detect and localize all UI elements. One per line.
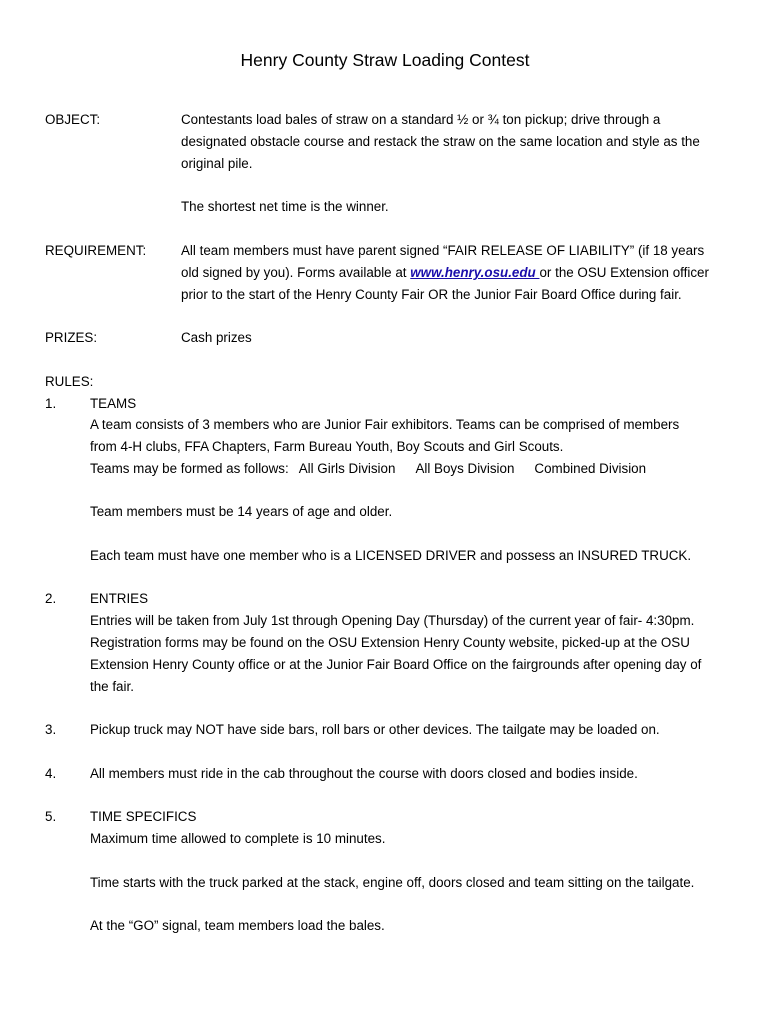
rule-number: 2.: [45, 591, 57, 606]
rule-heading: ENTRIES: [90, 591, 149, 606]
rules-label: RULES:: [45, 374, 94, 389]
rule-number: 3.: [45, 722, 57, 737]
extension-website-link[interactable]: www.henry.osu.edu: [410, 265, 540, 280]
object-line: Contestants load bales of straw on a standard ½ or ¾ ton pickup; drive through a: [181, 112, 661, 127]
rule-number: 4.: [45, 766, 57, 781]
rule-heading: TIME SPECIFICS: [90, 809, 197, 824]
division-item: All Boys Division: [415, 461, 515, 476]
rule-text: Pickup truck may NOT have side bars, roll bars or other devices. The tailgate may be loaded on.: [90, 722, 660, 737]
object-line: original pile.: [181, 156, 253, 171]
division-item: Combined Division: [534, 461, 647, 476]
object-label: OBJECT:: [45, 112, 101, 127]
requirement-text: old signed by you). Forms available at: [181, 265, 411, 280]
document-title: Henry County Straw Loading Contest: [240, 50, 530, 70]
division-item: All Girls Division: [298, 461, 396, 476]
time-start-text: Time starts with the truck parked at the stack, engine off, doors closed and team sitting on the tailgate.: [90, 875, 695, 890]
requirement-line: [181, 264, 709, 282]
rule-line: Registration forms may be found on the OSU Extension Henry County website, picked-up at the OSU: [90, 635, 690, 650]
requirement-line: All team members must have parent signed “FAIR RELEASE OF LIABILITY” (if 18 years: [181, 243, 705, 258]
rule-text: All members must ride in the cab throughout the course with doors closed and bodies inside.: [90, 766, 638, 781]
object-winner-text: The shortest net time is the winner.: [181, 199, 389, 214]
requirement-text: or the OSU Extension officer: [539, 265, 709, 280]
age-requirement-text: Team members must be 14 years of age and older.: [90, 504, 393, 519]
rule-number: 5.: [45, 809, 57, 824]
requirement-line: prior to the start of the Henry County Fair OR the Junior Fair Board Office during fair.: [181, 287, 682, 302]
requirement-label: REQUIREMENT:: [45, 243, 147, 258]
divisions-line: [90, 460, 646, 478]
rule-line: Entries will be taken from July 1st through Opening Day (Thursday) of the current year of fair- 4:30pm.: [90, 613, 695, 628]
go-signal-text: At the “GO” signal, team members load the bales.: [90, 918, 385, 933]
max-time-text: Maximum time allowed to complete is 10 minutes.: [90, 831, 386, 846]
driver-requirement-text: Each team must have one member who is a LICENSED DRIVER and possess an INSURED TRUCK.: [90, 548, 692, 563]
rule-line: the fair.: [90, 679, 134, 694]
prizes-text: Cash prizes: [181, 330, 252, 345]
rule-line: from 4-H clubs, FFA Chapters, Farm Bureau Youth, Boy Scouts and Girl Scouts.: [90, 439, 564, 454]
divisions-intro: Teams may be formed as follows:: [90, 461, 289, 476]
object-line: designated obstacle course and restack the straw on the same location and style as the: [181, 134, 700, 149]
rule-number: 1.: [45, 396, 57, 411]
rule-heading: TEAMS: [90, 396, 137, 411]
rule-line: Extension Henry County office or at the Junior Fair Board Office on the fairgrounds after opening day of: [90, 657, 702, 672]
rule-line: A team consists of 3 members who are Junior Fair exhibitors. Teams can be comprised of members: [90, 417, 680, 432]
prizes-label: PRIZES:: [45, 330, 98, 345]
